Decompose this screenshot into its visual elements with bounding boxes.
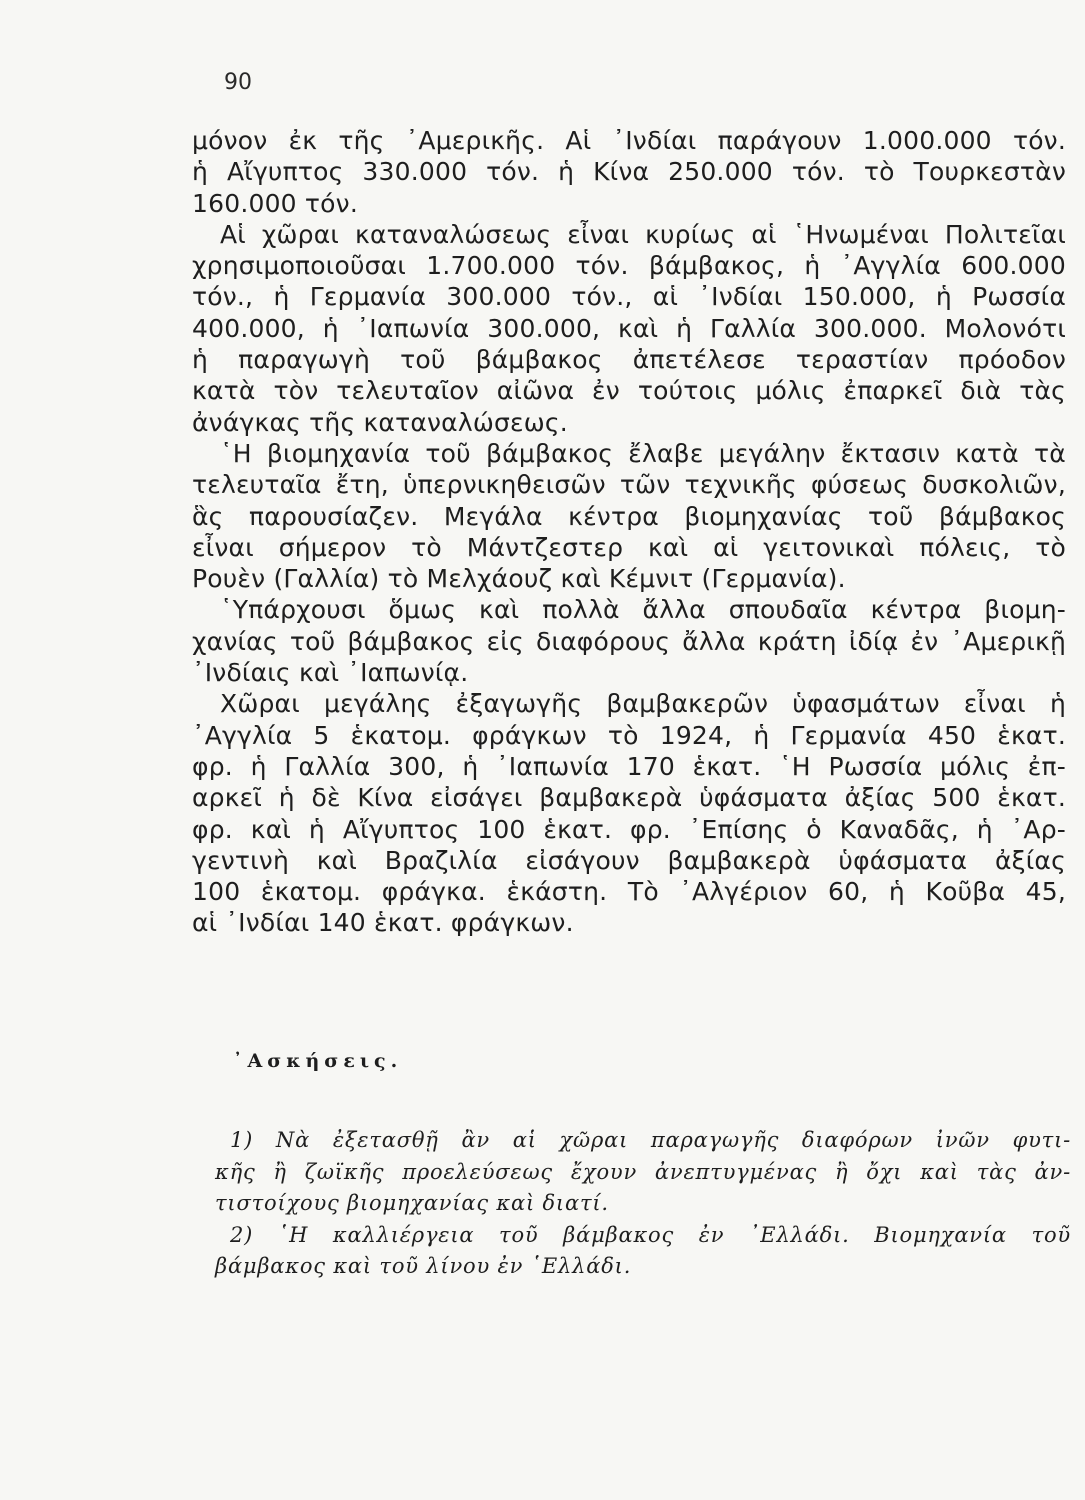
exercise-line: τιστοίχους βιομηχανίας καὶ διατί. — [215, 1191, 609, 1215]
text-line: ῾Η βιομηχανία τοῦ βάμβακος ἔλαβε μεγάλην ἔκτασιν κατὰ τὰ — [220, 438, 1066, 468]
exercises-heading: ᾿Ασκήσεις. — [233, 1050, 403, 1072]
text-line: χρησιμοποιοῦσαι 1.700.000 τόν. βάμβακος, ἡ ᾿Αγγλία 600.000 — [192, 251, 1066, 281]
text-line: φρ. ἡ Γαλλία 300, ἡ ᾿Ιαπωνία 170 ἑκατ. ῾Η Ρωσσία μόλις ἐπ- — [192, 751, 1066, 781]
text-line: φρ. καὶ ἡ Αἴγυπτος 100 ἑκατ. φρ. ᾿Επίσης ὁ Καναδᾶς, ἡ ᾿Αρ- — [192, 814, 1066, 844]
text-line: 400.000, ἡ ᾿Ιαπωνία 300.000, καὶ ἡ Γαλλία 300.000. Μολονότι — [192, 313, 1066, 343]
text-line: Χῶραι μεγάλης ἐξαγωγῆς βαμβακερῶν ὑφασμάτων εἶναι ἡ — [220, 689, 1066, 719]
text-line: Ρουὲν (Γαλλία) τὸ Μελχάουζ καὶ Κέμνιτ (Γερμανία). — [192, 564, 846, 594]
exercise-line: 1) Νὰ ἐξετασθῇ ἂν αἱ χῶραι παραγωγῆς διαφόρων ἰνῶν φυτι- — [230, 1128, 1071, 1152]
text-line: ἀνάγκας τῆς καταναλώσεως. — [192, 407, 568, 437]
text-line: γεντινὴ καὶ Βραζιλία εἰσάγουν βαμβακερὰ ὑφάσματα ἀξίας — [192, 845, 1066, 875]
text-line: 100 ἑκατομ. φράγκα. ἑκάστη. Τὸ ᾿Αλγέριον 60, ἡ Κοῦβα 45, — [192, 877, 1066, 907]
page-number: 90 — [224, 70, 252, 95]
text-line: αρκεῖ ἡ δὲ Κίνα εἰσάγει βαμβακερὰ ὑφάσματα ἀξίας 500 ἑκατ. — [192, 783, 1066, 813]
text-line: χανίας τοῦ βάμβακος εἰς διαφόρους ἄλλα κράτη ἰδίᾳ ἐν ᾿Αμερικῇ — [192, 626, 1066, 656]
text-line: ᾿Ινδίαις καὶ ᾿Ιαπωνίᾳ. — [192, 658, 469, 688]
text-line: τελευταῖα ἔτη, ὑπερνικηθεισῶν τῶν τεχνικῆς φύσεως δυσκολιῶν, — [192, 470, 1066, 500]
exercise-line: 2) ῾Η καλλιέργεια τοῦ βάμβακος ἐν ᾿Ελλάδι. Βιομηχανία τοῦ — [230, 1222, 1071, 1247]
text-line: τόν., ἡ Γερμανία 300.000 τόν., αἱ ᾿Ινδίαι 150.000, ἡ Ρωσσία — [192, 282, 1066, 312]
exercises-list — [215, 1125, 1071, 1283]
text-line: Αἱ χῶραι καταναλώσεως εἶναι κυρίως αἱ ῾Ηνωμέναι Πολιτεῖαι — [220, 219, 1066, 249]
body-text — [192, 125, 1066, 939]
text-line: εἶναι σήμερον τὸ Μάντζεστερ καὶ αἱ γειτονικαὶ πόλεις, τὸ — [192, 532, 1066, 562]
text-line: αἱ ᾿Ινδίαι 140 ἑκατ. φράγκων. — [192, 908, 574, 938]
text-line: ἡ Αἴγυπτος 330.000 τόν. ἡ Κίνα 250.000 τόν. τὸ Τουρκεστὰν — [192, 157, 1066, 187]
exercise-line: κῆς ἢ ζωϊκῆς προελεύσεως ἔχουν ἀνεπτυγμένας ἢ ὄχι καὶ τὰς ἀν- — [215, 1159, 1071, 1184]
text-line: ἡ παραγωγὴ τοῦ βάμβακος ἀπετέλεσε τεραστίαν πρόοδον — [192, 345, 1066, 375]
text-line: ᾿Αγγλία 5 ἑκατομ. φράγκων τὸ 1924, ἡ Γερμανία 450 ἑκατ. — [192, 720, 1066, 750]
exercise-line: βάμβακος καὶ τοῦ λίνου ἐν ῾Ελλάδι. — [215, 1254, 632, 1278]
text-line: ῾Υπάρχουσι ὅμως καὶ πολλὰ ἄλλα σπουδαῖα κέντρα βιομη- — [220, 595, 1066, 625]
text-line: κατὰ τὸν τελευταῖον αἰῶνα ἐν τούτοις μόλις ἐπαρκεῖ διὰ τὰς — [192, 376, 1066, 406]
text-line: μόνον ἐκ τῆς ᾿Αμερικῆς. Αἱ ᾿Ινδίαι παράγουν 1.000.000 τόν. — [192, 126, 1066, 155]
text-line: ἃς παρουσίαζεν. Μεγάλα κέντρα βιομηχανίας τοῦ βάμβακος — [192, 501, 1066, 531]
text-line: 160.000 τόν. — [192, 188, 358, 218]
